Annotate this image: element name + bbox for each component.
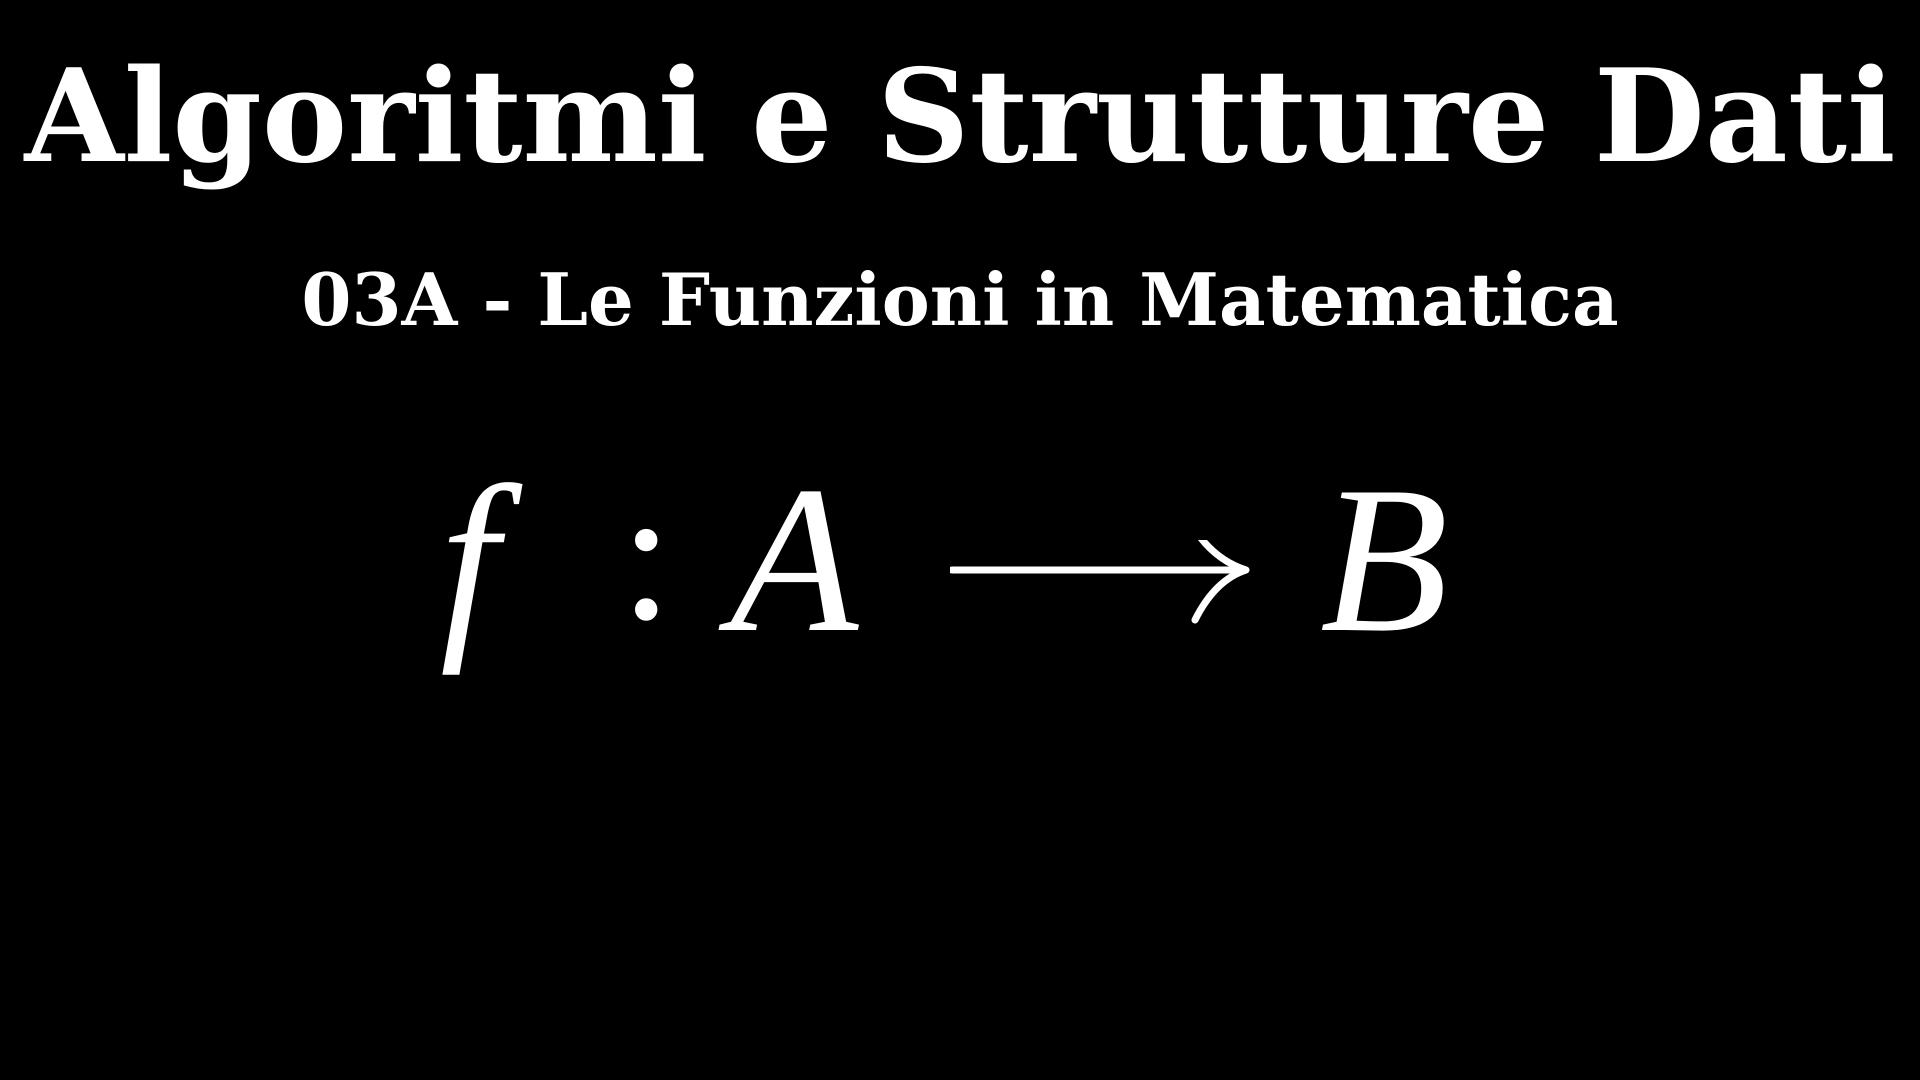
slide-title: Algoritmi e Strutture Dati <box>24 42 1896 192</box>
slide-subtitle: 03A - Le Funzioni in Matematica <box>301 257 1619 342</box>
colon-symbol: : <box>620 450 673 660</box>
codomain-symbol: B <box>1320 444 1449 676</box>
arrow-graphic <box>950 540 1250 640</box>
function-formula <box>440 440 1480 680</box>
long-right-arrow-icon <box>950 540 1250 640</box>
domain-symbol: A <box>730 444 859 676</box>
function-symbol: f <box>440 444 499 676</box>
